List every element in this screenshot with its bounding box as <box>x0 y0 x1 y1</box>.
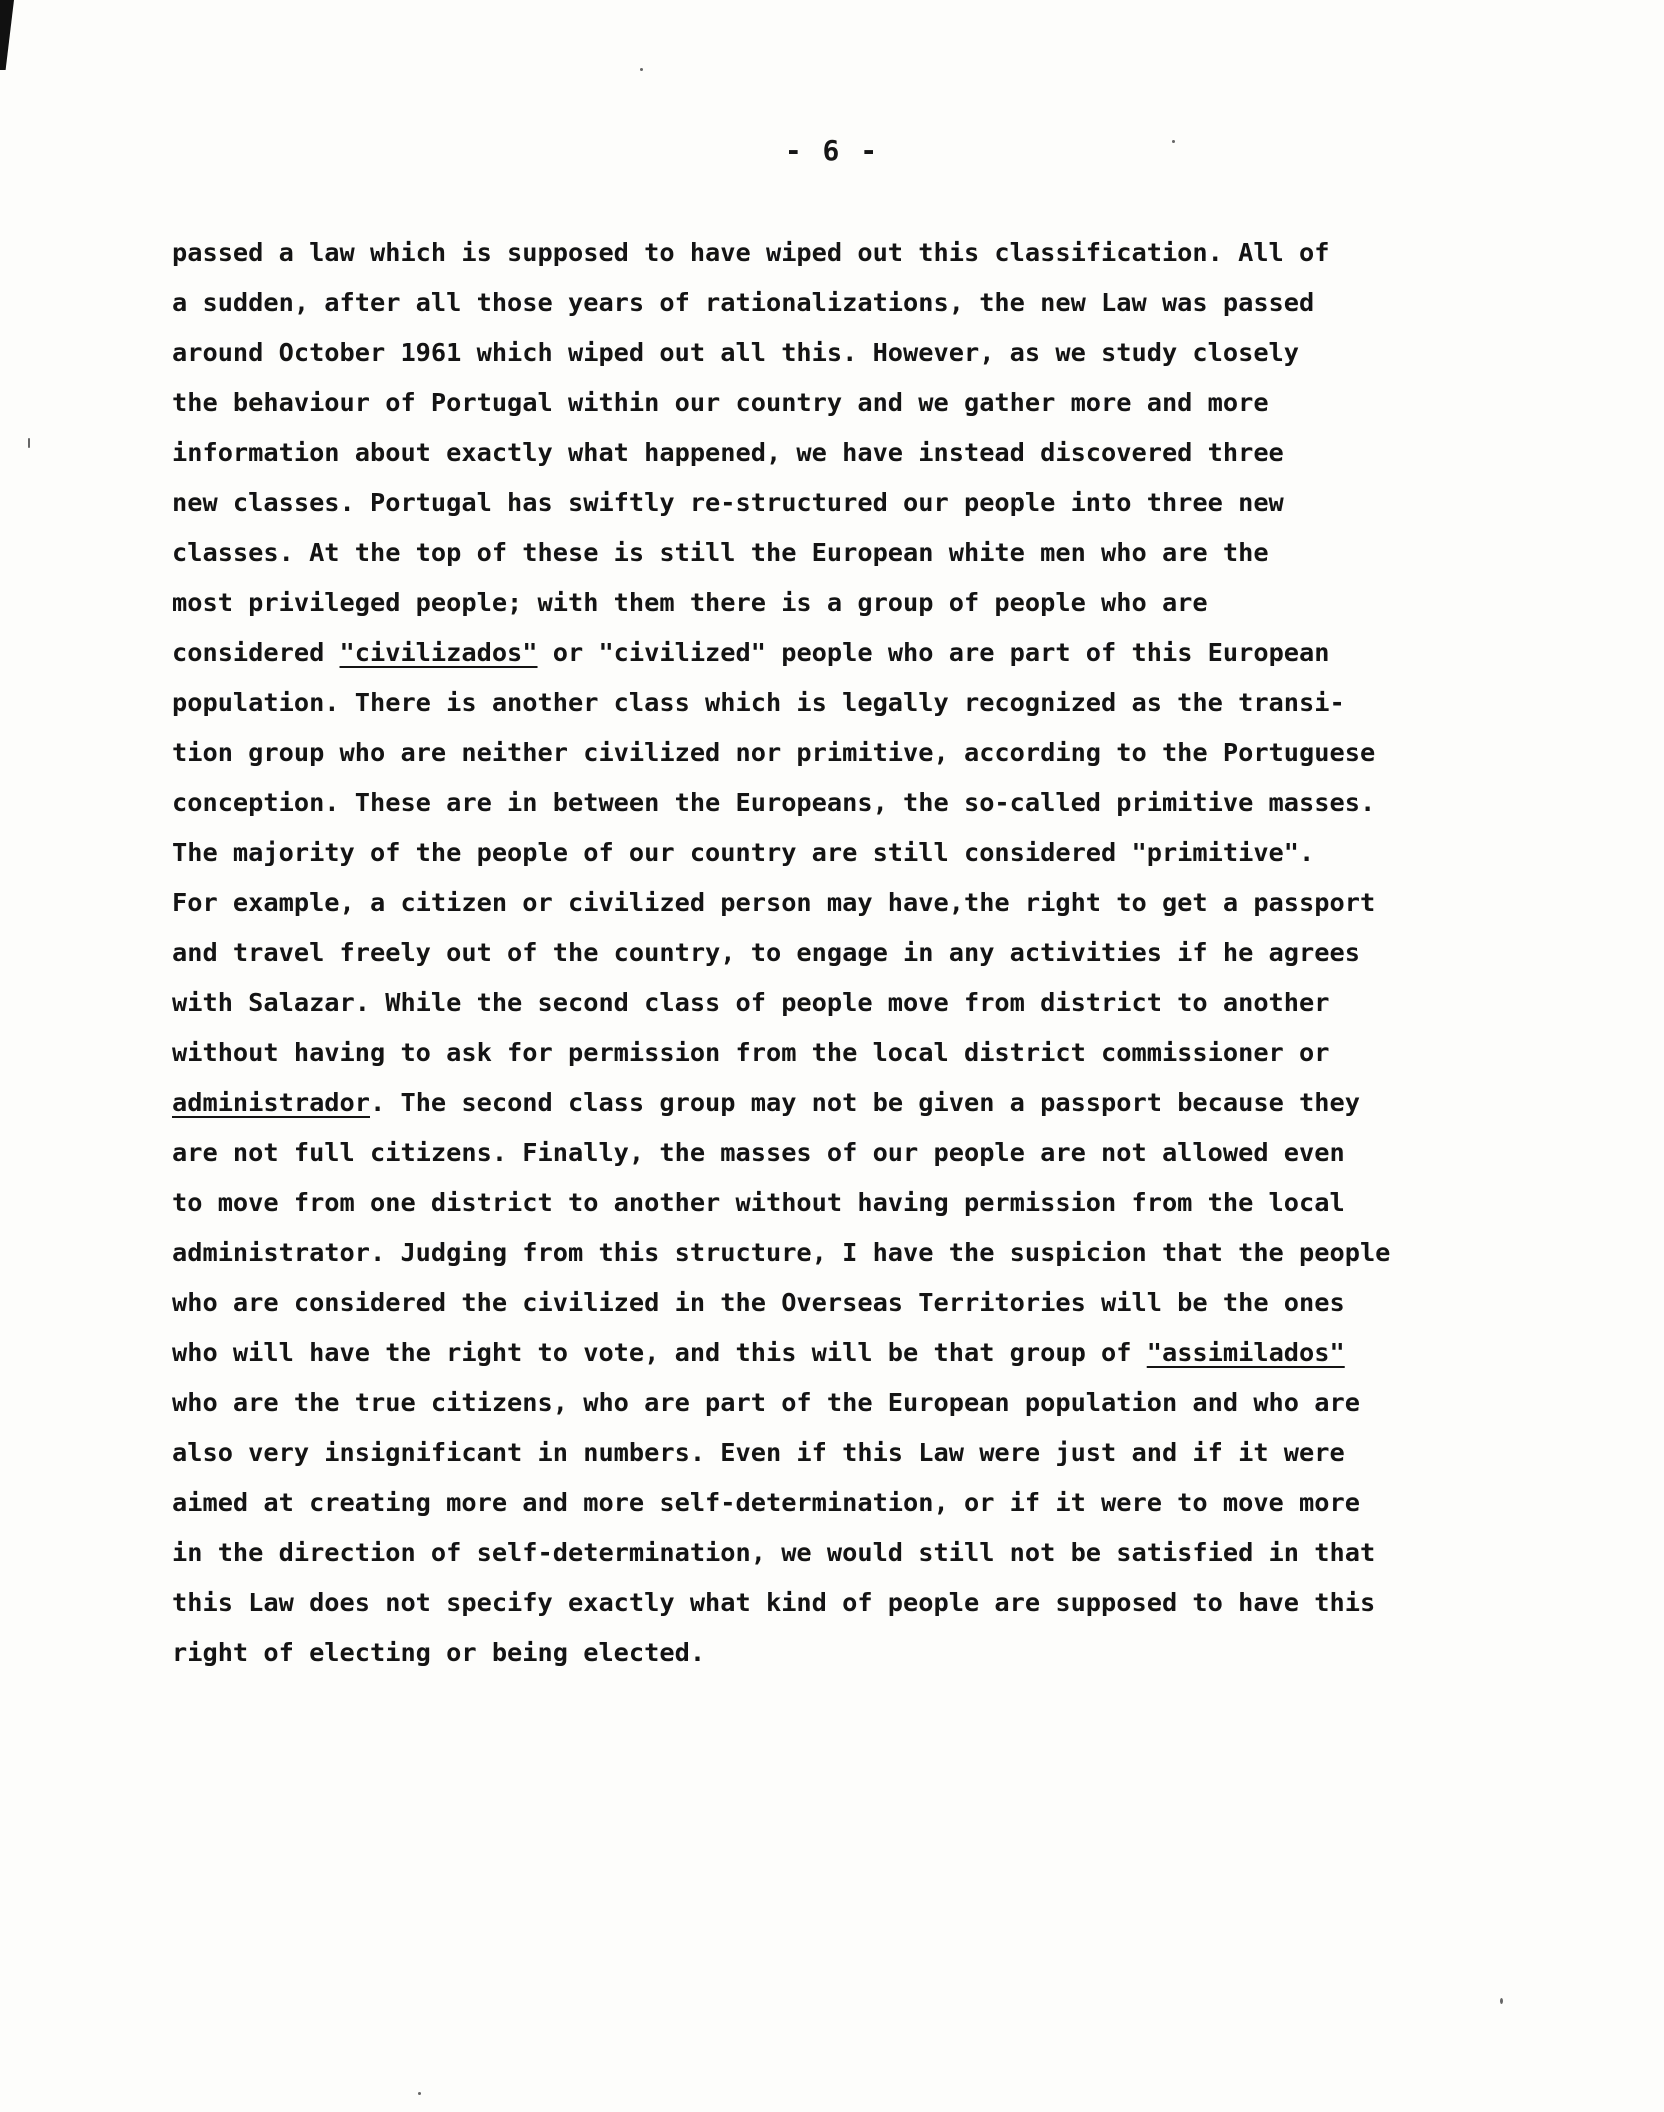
body-text <box>172 228 1532 1678</box>
text-line: a sudden, after all those years of rationalizations, the new Law was passed <box>172 288 1315 317</box>
text-line: and travel freely out of the country, to engage in any activities if he agrees <box>172 938 1360 967</box>
text-line: administrator. Judging from this structure, I have the suspicion that the people <box>172 1238 1391 1267</box>
text-line: classes. At the top of these is still the European white men who are the <box>172 538 1269 567</box>
text-line: right of electing or being elected. <box>172 1638 706 1667</box>
page-number: - 6 - <box>784 134 880 167</box>
text-line: to move from one district to another without having permission from the local <box>172 1188 1345 1217</box>
underlined-term: administrador <box>172 1088 370 1117</box>
underlined-term: "civilizados" <box>339 638 538 667</box>
scan-speck <box>418 2092 421 2095</box>
text-line: conception. These are in between the Europeans, the so-called primitive masses. <box>172 788 1376 817</box>
underlined-term: "assimilados" <box>1146 1338 1345 1367</box>
text-line <box>172 628 1532 678</box>
text-line: with Salazar. While the second class of people move from district to another <box>172 988 1330 1017</box>
text-line: without having to ask for permission from the local district commissioner or <box>172 1038 1330 1067</box>
scan-speck <box>1500 1998 1503 2004</box>
text-line: tion group who are neither civilized nor primitive, according to the Portuguese <box>172 738 1376 767</box>
text-line: most privileged people; with them there is a group of people who are <box>172 588 1208 617</box>
text-line: information about exactly what happened, we have instead discovered three <box>172 438 1284 467</box>
scan-speck <box>640 68 643 71</box>
text-line: also very insignificant in numbers. Even if this Law were just and if it were <box>172 1438 1345 1467</box>
text-line: who are considered the civilized in the Overseas Territories will be the ones <box>172 1288 1345 1317</box>
text-line: who are the true citizens, who are part of the European population and who are <box>172 1388 1360 1417</box>
scan-corner-mark <box>0 0 14 70</box>
text-segment: . The second class group may not be given a passport because they <box>370 1088 1360 1117</box>
text-line: passed a law which is supposed to have wiped out this classification. All of <box>172 238 1330 267</box>
text-line: in the direction of self-determination, we would still not be satisfied in that <box>172 1538 1376 1567</box>
text-line: aimed at creating more and more self-determination, or if it were to move more <box>172 1488 1360 1517</box>
text-segment: or "civilized" people who are part of this European <box>537 638 1330 667</box>
text-line: are not full citizens. Finally, the masses of our people are not allowed even <box>172 1138 1345 1167</box>
scan-speck <box>28 438 30 448</box>
text-line: The majority of the people of our country are still considered "primitive". <box>172 838 1315 867</box>
text-line: For example, a citizen or civilized person may have,the right to get a passport <box>172 888 1376 917</box>
text-line: population. There is another class which is legally recognized as the transi- <box>172 688 1345 717</box>
text-line: this Law does not specify exactly what kind of people are supposed to have this <box>172 1588 1376 1617</box>
text-line: the behaviour of Portugal within our country and we gather more and more <box>172 388 1269 417</box>
text-segment: who will have the right to vote, and this will be that group of <box>172 1338 1147 1367</box>
text-segment: considered <box>172 638 340 667</box>
text-line: around October 1961 which wiped out all this. However, as we study closely <box>172 338 1300 367</box>
text-line: new classes. Portugal has swiftly re-structured our people into three new <box>172 488 1284 517</box>
text-line <box>172 1328 1532 1378</box>
text-line <box>172 1078 1532 1128</box>
